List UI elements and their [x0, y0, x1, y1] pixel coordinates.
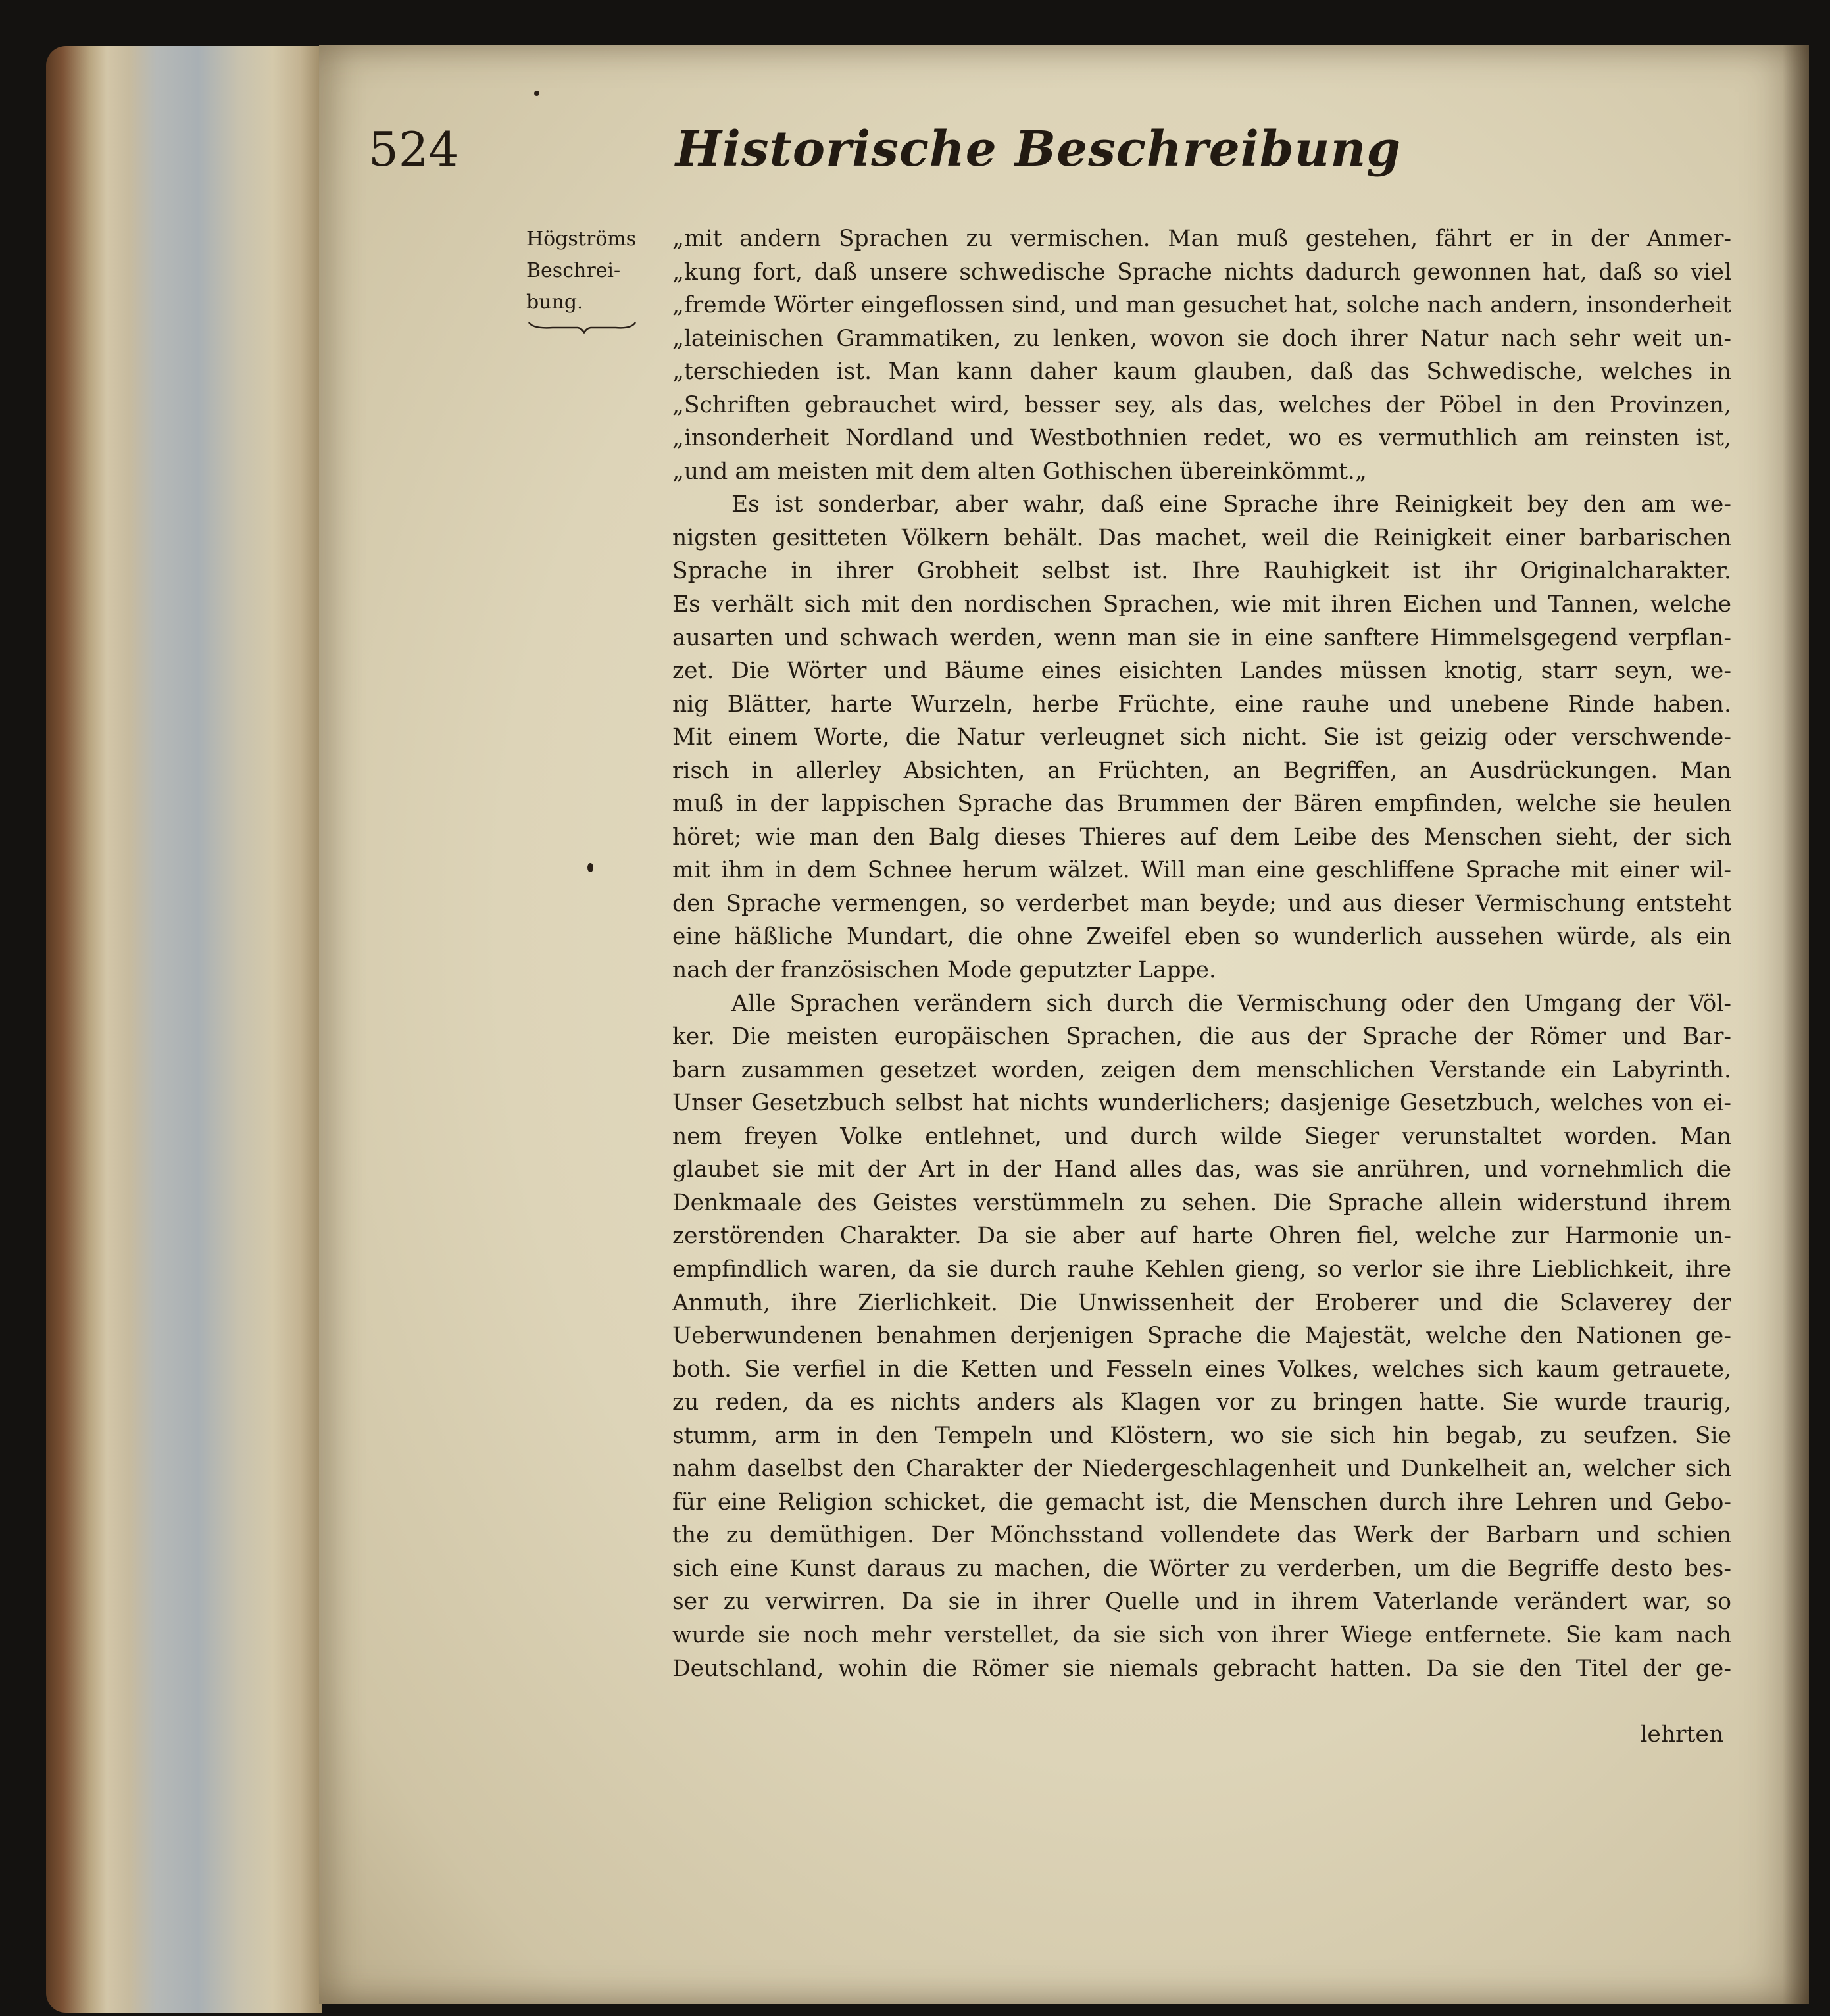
- text-line: muß in der lappischen Sprache das Brummen der Bären empfinden, welche sie heulen: [672, 791, 1731, 818]
- page-gutter-shadow: [1783, 45, 1809, 2004]
- text-line: glaubet sie mit der Art in der Hand alles das, was sie anrühren, und vornehmlich die: [672, 1156, 1731, 1183]
- text-line: zet. Die Wörter und Bäume eines eisichten Landes müssen knotig, starr seyn, we-: [672, 658, 1731, 685]
- text-line: den Sprache vermengen, so verderbet man beyde; und aus dieser Vermischung entsteht: [672, 890, 1731, 917]
- paragraph: [672, 488, 1731, 987]
- text-line: Deutschland, wohin die Römer sie niemals gebracht hatten. Da sie den Titel der ge-: [672, 1655, 1731, 1682]
- text-line: nem freyen Volke entlehnet, und durch wilde Sieger verunstaltet worden. Man: [672, 1123, 1731, 1150]
- book-page-edges: [46, 46, 322, 2013]
- text-line: „mit andern Sprachen zu vermischen. Man muß gestehen, fährt er in der Anmer-: [672, 226, 1731, 252]
- text-line: „insonderheit Nordland und Westbothnien redet, wo es vermuthlich am reinsten ist,: [672, 425, 1731, 452]
- text-line: nig Blätter, harte Wurzeln, herbe Früchte, eine rauhe und unebene Rinde haben.: [672, 691, 1731, 718]
- text-line: „und am meisten mit dem alten Gothischen übereinkömmt.„: [672, 458, 1367, 485]
- text-line: both. Sie verfiel in die Ketten und Fesseln eines Volkes, welches sich kaum getrauete,: [672, 1356, 1731, 1383]
- paper-speck: [534, 91, 539, 96]
- text-line: höret; wie man den Balg dieses Thieres auf dem Leibe des Menschen sieht, der sich: [672, 824, 1731, 850]
- running-title: Historische Beschreibung: [675, 121, 1401, 178]
- text-line: mit ihm in dem Schnee herum wälzet. Will man eine geschliffene Sprache mit einer wil-: [672, 857, 1731, 884]
- paper-speck: [587, 863, 593, 872]
- margin-note-line: Högströms: [526, 228, 637, 251]
- paragraph: [672, 987, 1731, 1685]
- margin-note-line: Beschrei-: [526, 259, 621, 282]
- margin-note-line: bung.: [526, 291, 583, 314]
- text-line: empfindlich waren, da sie durch rauhe Kehlen gieng, so verlor sie ihre Lieblichkeit, ihre: [672, 1256, 1731, 1283]
- text-line: „terschieden ist. Man kann daher kaum glauben, daß das Schwedische, welches in: [672, 358, 1731, 385]
- text-line: ker. Die meisten europäischen Sprachen, die aus der Sprache der Römer und Bar-: [672, 1023, 1731, 1050]
- text-line: Anmuth, ihre Zierlichkeit. Die Unwissenheit der Eroberer und die Sclaverey der: [672, 1289, 1731, 1316]
- text-line: zerstörenden Charakter. Da sie aber auf harte Ohren fiel, welche zur Harmonie un-: [672, 1223, 1731, 1250]
- page-number: 524: [368, 122, 459, 177]
- text-line: ausarten und schwach werden, wenn man sie in eine sanftere Himmelsgegend verpflan-: [672, 624, 1731, 651]
- text-line: Ueberwundenen benahmen derjenigen Sprache die Majestät, welche den Nationen ge-: [672, 1323, 1731, 1350]
- text-line: für eine Religion schicket, die gemacht ist, die Menschen durch ihre Lehren und Gebo-: [672, 1488, 1731, 1515]
- page-header: [368, 113, 1401, 185]
- text-line: eine häßliche Mundart, die ohne Zweifel eben so wunderlich aussehen würde, als ein: [672, 923, 1731, 950]
- margin-note: [526, 224, 668, 334]
- text-line: Es verhält sich mit den nordischen Sprachen, wie mit ihren Eichen und Tannen, welche: [672, 591, 1731, 618]
- text-line: zu reden, da es nichts anders als Klagen vor zu bringen hatte. Sie wurde traurig,: [672, 1389, 1731, 1416]
- text-line: Es ist sonderbar, aber wahr, daß eine Sprache ihre Reinigkeit bey den am we-: [731, 491, 1731, 518]
- text-line: barn zusammen gesetzet worden, zeigen dem menschlichen Verstande ein Labyrinth.: [672, 1056, 1731, 1083]
- paragraph: [672, 222, 1731, 488]
- text-line: risch in allerley Absichten, an Früchten, an Begriffen, an Ausdrückungen. Man: [672, 757, 1731, 784]
- text-line: „lateinischen Grammatiken, zu lenken, wovon sie doch ihrer Natur nach sehr weit un-: [672, 325, 1731, 352]
- text-line: nach der französischen Mode geputzter Lappe.: [672, 957, 1217, 984]
- text-line: Alle Sprachen verändern sich durch die Vermischung oder den Umgang der Völ-: [731, 990, 1731, 1017]
- text-line: „kung fort, daß unsere schwedische Sprache nichts dadurch gewonnen hat, daß so viel: [672, 258, 1731, 285]
- body-text: [672, 222, 1731, 1685]
- text-line: Sprache in ihrer Grobheit selbst ist. Ihre Rauhigkeit ist ihr Originalcharakter.: [672, 558, 1731, 585]
- text-line: wurde sie noch mehr verstellet, da sie sich von ihrer Wiege entfernete. Sie kam nach: [672, 1621, 1731, 1648]
- text-line: „Schriften gebrauchet wird, besser sey, als das, welches der Pöbel in den Provinzen,: [672, 391, 1731, 418]
- text-line: stumm, arm in den Tempeln und Klöstern, wo sie sich hin begab, zu seufzen. Sie: [672, 1422, 1731, 1449]
- text-line: the zu demüthigen. Der Mönchsstand vollendete das Werk der Barbarn und schien: [672, 1522, 1731, 1549]
- text-line: Unser Gesetzbuch selbst hat nichts wunderlichers; dasjenige Gesetzbuch, welches von ei-: [672, 1090, 1731, 1117]
- text-line: ser zu verwirren. Da sie in ihrer Quelle und in ihrem Vaterlande verändert war, so: [672, 1588, 1731, 1615]
- text-line: Mit einem Worte, die Natur verleugnet sich nicht. Sie ist geizig oder verschwende-: [672, 724, 1731, 751]
- text-line: nahm daselbst den Charakter der Niedergeschlagenheit und Dunkelheit an, welcher sich: [672, 1456, 1731, 1483]
- text-line: Denkmaale des Geistes verstümmeln zu sehen. Die Sprache allein widerstund ihrem: [672, 1189, 1731, 1216]
- text-line: sich eine Kunst daraus zu machen, die Wörter zu verderben, um die Begriffe desto bes-: [672, 1555, 1731, 1582]
- text-line: „fremde Wörter eingeflossen sind, und man gesuchet hat, solche nach andern, insonderheit: [672, 292, 1731, 319]
- margin-bracket-ornament: [526, 321, 638, 334]
- text-line: nigsten gesitteten Völkern behält. Das machet, weil die Reinigkeit einer barbarischen: [672, 524, 1731, 551]
- catchword: lehrten: [1640, 1721, 1723, 1748]
